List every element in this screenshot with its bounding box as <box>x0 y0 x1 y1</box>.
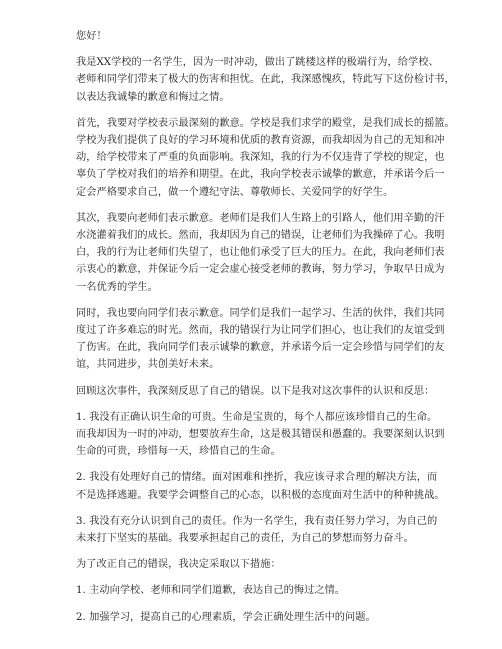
measure-item-1 <box>76 582 462 599</box>
paragraph-school-apology <box>76 115 462 201</box>
text-line: 为了改正自己的错误，我决定采取以下措施： <box>76 559 281 571</box>
text-line: 3. 我没有充分认识到自己的责任。作为一名学生，我有责任努力学习，为自己的 <box>76 515 438 527</box>
text-line: 1. 主动向学校、老师和同学们道歉，表达自己的悔过之情。 <box>76 585 346 597</box>
text-line: 2. 我没有处理好自己的情绪。面对困难和挫折，我应该寻求合理的解决方法，而 <box>76 472 438 484</box>
text-line: 白，我的行为让老师们失望了，也让他们承受了巨大的压力。在此，我向老师们表 <box>76 247 445 259</box>
text-line: 1. 我没有正确认识生命的可贵。生命是宝贵的，每个人都应该珍惜自己的生命。 <box>76 411 438 423</box>
reflection-item-2 <box>76 469 462 503</box>
text-line: 辜负了学校对我们的培养和期望。在此，我向学校表示诚挚的歉意，并承诺今后一 <box>76 169 445 181</box>
reflection-item-1 <box>76 409 462 461</box>
greeting-line: 您好！ <box>76 31 107 42</box>
text-line: 动，给学校带来了严重的负面影响。我深知，我的行为不仅违背了学校的规定，也 <box>76 152 445 164</box>
text-line: 同时，我也要向同学们表示歉意。同学们是我们一起学习、生活的伙伴，我们共同 <box>76 307 445 319</box>
reflection-item-3 <box>76 513 462 547</box>
paragraph-intro <box>76 54 462 106</box>
text-line: 学校为我们提供了良好的学习环境和优质的教育资源，而我却因为自己的无知和冲 <box>76 135 445 147</box>
text-line: 水浇灌着我们的成长。然而，我却因为自己的错误，让老师们为我操碎了心。我明 <box>76 230 445 242</box>
text-line: 我是XX学校的一名学生，因为一时冲动，做出了跳楼这样的极端行为，给学校、 <box>76 57 439 69</box>
text-line: 回顾这次事件，我深刻反思了自己的错误。以下是我对这次事件的认识和反思： <box>76 385 435 397</box>
paragraph-measures-intro <box>76 556 462 573</box>
text-line: 了伤害。在此，我向同学们表示诚挚的歉意，并承诺今后一定会珍惜与同学们的友 <box>76 342 445 354</box>
text-line: 不是选择逃避。我要学会调整自己的心态，以积极的态度面对生活中的种种挑战。 <box>76 489 445 501</box>
text-line: 老师和同学们带来了极大的伤害和担忧。在此，我深感愧疚，特此写下这份检讨书， <box>76 74 455 86</box>
text-line: 生命的可贵，珍惜每一天，珍惜自己的生命。 <box>76 446 281 458</box>
text-line: 一名优秀的学生。 <box>76 281 158 293</box>
measure-item-2 <box>76 609 462 626</box>
paragraph-classmate-apology <box>76 305 462 374</box>
paragraph-teacher-apology <box>76 210 462 296</box>
text-line: 谊，共同进步，共创美好未来。 <box>76 359 220 371</box>
text-line: 2. 加强学习，提高自己的心理素质，学会正确处理生活中的问题。 <box>76 611 376 623</box>
text-line: 示衷心的歉意，并保证今后一定会虚心接受老师的教诲，努力学习，争取早日成为 <box>76 264 445 276</box>
text-line: 而我却因为一时的冲动，想要放弃生命，这是极其错误和愚蠢的。我要深刻认识到 <box>76 429 445 441</box>
greeting <box>76 28 462 45</box>
text-line: 未来打下坚实的基础。我要承担起自己的责任，为自己的梦想而努力奋斗。 <box>76 533 414 545</box>
text-line: 以表达我诚挚的歉意和悔过之情。 <box>76 91 230 103</box>
text-line: 其次，我要向老师们表示歉意。老师们是我们人生路上的引路人，他们用辛勤的汗 <box>76 212 445 224</box>
paragraph-reflection-intro <box>76 383 462 400</box>
text-line: 度过了许多难忘的时光。然而，我的错误行为让同学们担心，也让我们的友谊受到 <box>76 325 445 337</box>
text-line: 定会严格要求自己，做一个遵纪守法、尊敬师长、关爱同学的好学生。 <box>76 186 394 198</box>
text-line: 首先，我要对学校表示最深刻的歉意。学校是我们求学的殿堂，是我们成长的摇篮。 <box>76 117 455 129</box>
